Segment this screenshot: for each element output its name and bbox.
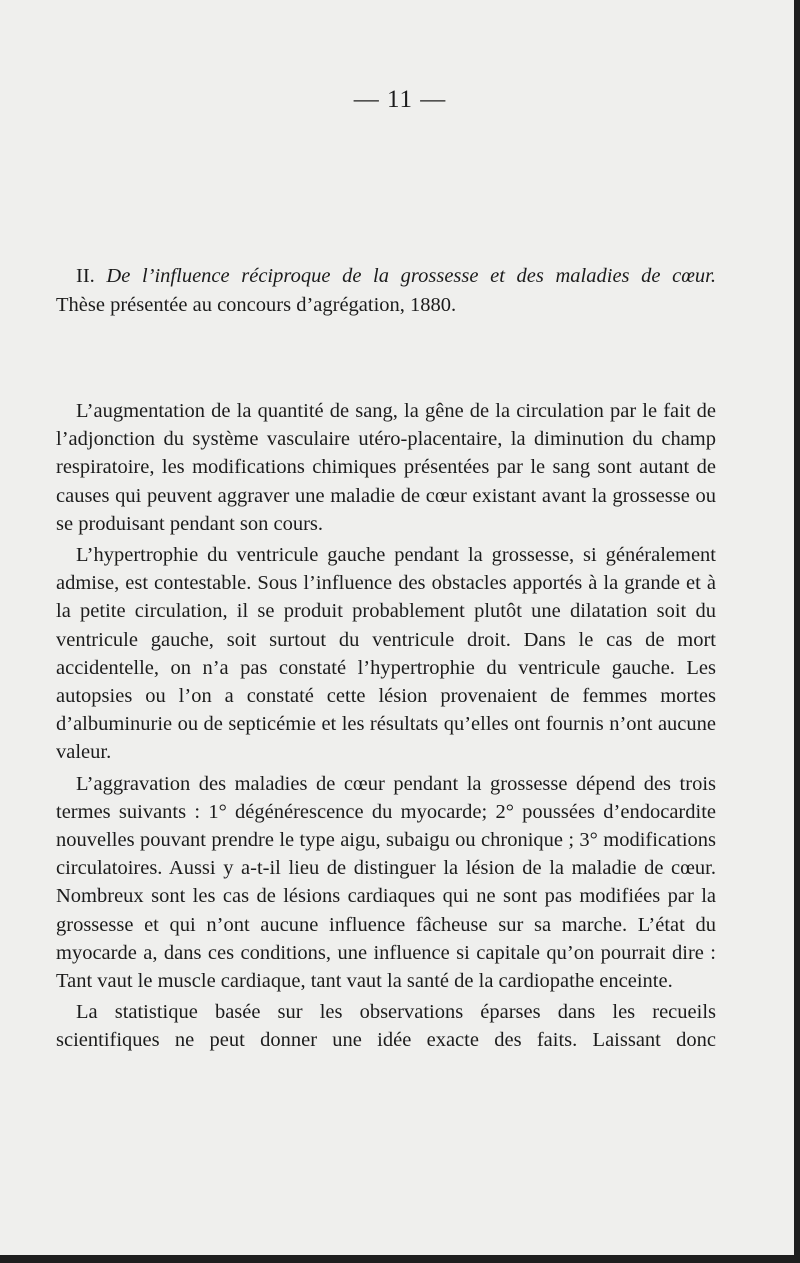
reference-entry [56, 262, 716, 320]
reference-title: De l’influence réciproque de la grossesse et des maladies de cœur. [106, 265, 716, 287]
reference-title-line [56, 262, 716, 291]
reference-subtitle: Thèse présentée au concours d’agrégation, 1880. [56, 294, 457, 316]
page-number: — 11 — [353, 86, 447, 113]
paragraph-2: L’hypertrophie du ventricule gauche pendant la grossesse, si généralement admise, est contestable. Sous l’influence des obstacles apportés à la grande et à la petite circulation, il se produit probablement plutôt une dilatation soit du ventricule gauche, soit surtout du ventricule droit. Dans le cas de mort accidentelle, on n’a pas constaté l’hypertrophie du ventricule gauche. Les autopsies ou l’on a constaté cette lésion provenaient de femmes mortes d’albuminurie ou de septicémie et les résultats qu’elles ont fournis n’ont aucune valeur. [56, 544, 716, 764]
body-text [56, 397, 716, 1058]
reference-numeral: II. [76, 265, 95, 287]
paragraph-3: L’aggravation des maladies de cœur pendant la grossesse dépend des trois termes suivants : 1° dégénérescence du myocarde; 2° poussées d’endocardite nouvelles pouvant prendre le type aigu, subaigu ou chronique ; 3° modifications circulatoires. Aussi y a-t-il lieu de distinguer la lésion de la maladie de cœur. Nombreux sont les cas de lésions cardiaques qui ne sont pas modifiées par la grossesse et qui n’ont aucune influence fâcheuse sur sa marche. L’état du myocarde a, dans ces conditions, une influence si capitale qu’on pourrait dire : Tant vaut le muscle cardiaque, tant vaut la santé de la cardiopathe enceinte. [56, 772, 716, 993]
paragraph-4: La statistique basée sur les observations éparses dans les recueils scientifiques ne peut donner une idée exacte des faits. Laissant donc [56, 1001, 716, 1052]
paragraph-1: L’augmentation de la quantité de sang, la gêne de la circulation par le fait de l’adjonction du système vasculaire utéro-placentaire, la diminution du champ respiratoire, les modifications chimiques présentées par le sang sont autant de causes qui peuvent aggraver une maladie de cœur existant avant la grossesse ou se produisant pendant son cours. [56, 400, 716, 535]
